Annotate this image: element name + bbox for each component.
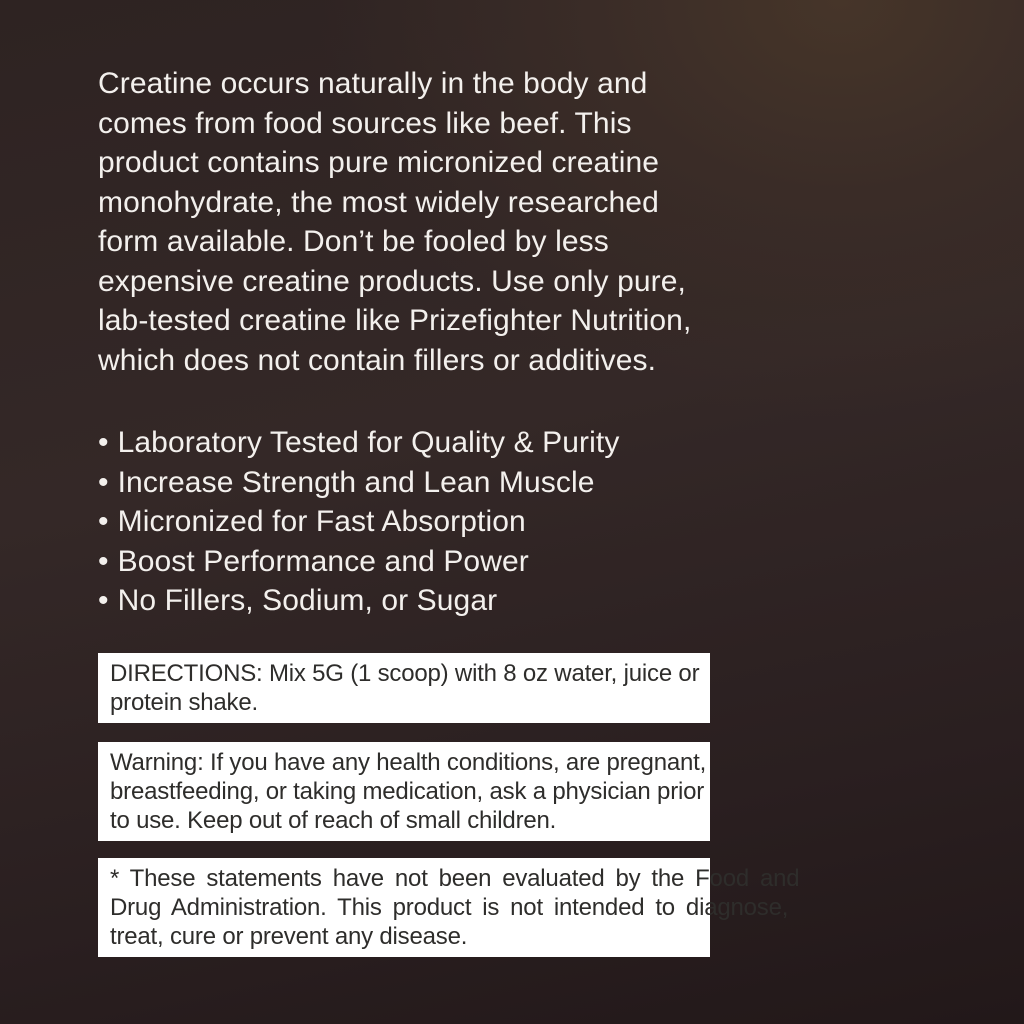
intro-line: product contains pure micronized creatine: [98, 146, 660, 179]
bullet-text: No Fillers, Sodium, or Sugar: [117, 584, 498, 618]
intro-line: lab-tested creatine like Prizefighter Nutrition,: [98, 304, 692, 337]
bullet-marker: •: [98, 505, 109, 539]
warning-box: [98, 742, 710, 841]
intro-line: monohydrate, the most widely researched: [98, 185, 659, 219]
disclaimer-text-line: treat, cure or prevent any disease.: [110, 923, 468, 950]
intro-line: comes from food sources like beef. This: [98, 106, 632, 140]
bullet-item: [98, 502, 738, 542]
intro-line: Creatine occurs naturally in the body and: [98, 67, 648, 100]
bullet-item: [98, 423, 738, 463]
bullet-marker: •: [98, 426, 109, 459]
fda-disclaimer-box: [98, 858, 800, 957]
intro-paragraph: [98, 64, 738, 380]
disclaimer-text-line: * These statements have not been evaluated by the Food and: [110, 865, 800, 892]
warning-text-line: breastfeeding, or taking medication, ask a physician prior: [110, 778, 705, 805]
directions-text-line: protein shake.: [110, 689, 258, 716]
bullet-item: [98, 542, 738, 582]
bullet-marker: •: [98, 544, 109, 578]
bullet-text: Boost Performance and Power: [117, 544, 529, 578]
bullet-marker: •: [98, 584, 109, 618]
bullet-item: [98, 581, 738, 621]
directions-box: [98, 653, 710, 723]
intro-line: expensive creatine products. Use only pure,: [98, 264, 686, 298]
bullet-text: Micronized for Fast Absorption: [117, 505, 526, 539]
directions-text-line: DIRECTIONS: Mix 5G (1 scoop) with 8 oz water, juice or: [110, 660, 700, 687]
warning-text-line: Warning: If you have any health conditions, are pregnant,: [110, 749, 707, 776]
feature-bullet-list: [98, 423, 738, 621]
intro-line: which does not contain fillers or additives.: [98, 343, 657, 377]
warning-text-line: to use. Keep out of reach of small children.: [110, 807, 557, 834]
disclaimer-text-line: Drug Administration. This product is not intended to diagnose,: [110, 894, 789, 921]
bullet-marker: •: [98, 465, 109, 499]
bullet-text: Laboratory Tested for Quality & Purity: [117, 426, 620, 459]
bullet-item: [98, 463, 738, 503]
bullet-text: Increase Strength and Lean Muscle: [117, 465, 595, 499]
intro-line: form available. Don’t be fooled by less: [98, 225, 609, 258]
